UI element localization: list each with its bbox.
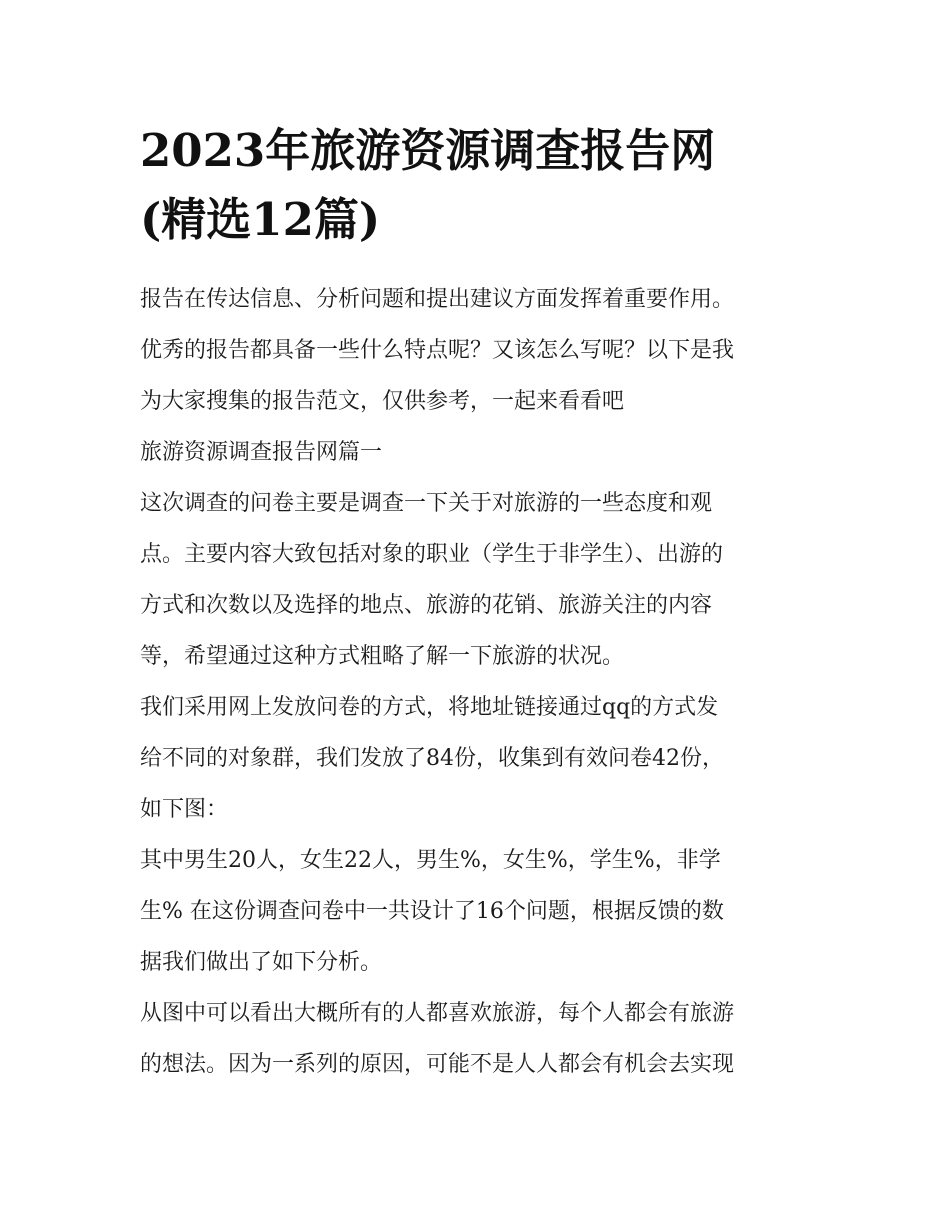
intro-paragraph — [140, 274, 820, 427]
paragraph-line: 报告在传达信息、分析问题和提出建议方面发挥着重要作用。 — [140, 287, 735, 312]
body-paragraph — [140, 682, 820, 835]
paragraph-line: 点。主要内容大致包括对象的职业（学生于非学生）、出游的 — [140, 542, 724, 567]
body-paragraph — [140, 988, 820, 1090]
paragraph-line: 从图中可以看出大概所有的人都喜欢旅游，每个人都会有旅游 — [140, 1001, 735, 1026]
paragraph-line: 这次调查的问卷主要是调查一下关于对旅游的一些态度和观 — [140, 491, 713, 516]
body-paragraph — [140, 835, 820, 988]
paragraph-line: 等，希望通过这种方式粗略了解一下旅游的状况。 — [140, 644, 625, 669]
paragraph-line: 给不同的对象群，我们发放了84份，收集到有效问卷42份， — [140, 746, 724, 771]
document-content — [140, 116, 820, 1090]
paragraph-line: 据我们做出了如下分析。 — [140, 950, 383, 975]
section-heading: 旅游资源调查报告网篇一 — [140, 440, 383, 465]
document-title — [140, 116, 820, 254]
paragraph-line: 方式和次数以及选择的地点、旅游的花销、旅游关注的内容 — [140, 593, 713, 618]
body-paragraph — [140, 478, 820, 682]
paragraph-line: 优秀的报告都具备一些什么特点呢？又该怎么写呢？以下是我 — [140, 338, 735, 363]
paragraph-line: 的想法。因为一系列的原因，可能不是人人都会有机会去实现 — [140, 1052, 735, 1077]
paragraph-line: 我们采用网上发放问卷的方式，将地址链接通过qq的方式发 — [140, 695, 719, 720]
paragraph-line: 其中男生20人，女生22人，男生%，女生%，学生%，非学 — [140, 848, 721, 873]
title-line: 2023年旅游资源调查报告网 — [140, 124, 716, 177]
paragraph-line: 如下图： — [140, 797, 229, 822]
title-line: (精选12篇) — [140, 193, 381, 246]
paragraph-line: 为大家搜集的报告范文，仅供参考，一起来看看吧 — [140, 389, 625, 414]
paragraph-line: 生% 在这份调查问卷中一共设计了16个问题，根据反馈的数 — [140, 899, 724, 924]
